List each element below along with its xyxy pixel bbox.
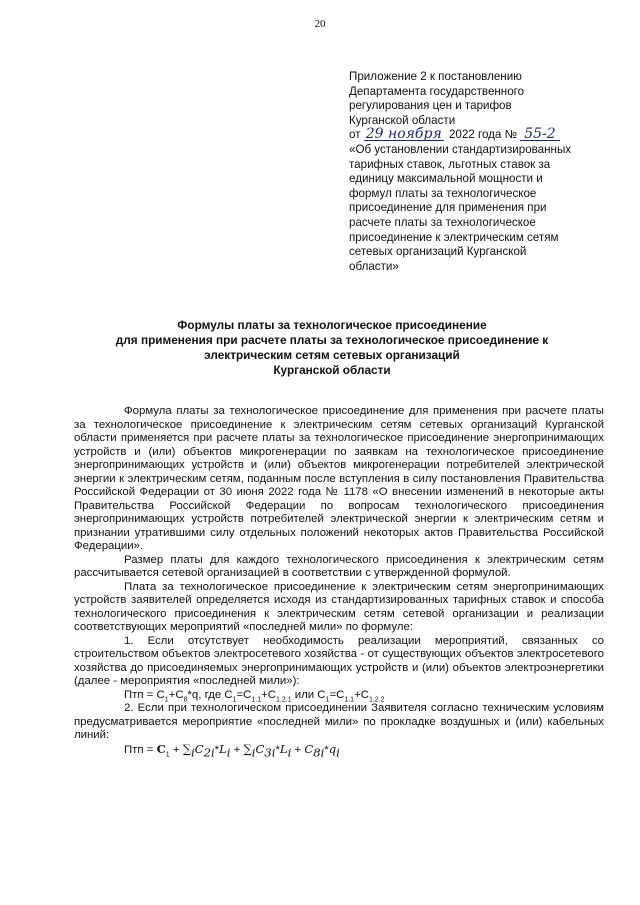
appendix-line: Курганской области [349,113,456,127]
heading-line: Формулы платы за технологическое присоединение [177,318,487,332]
handwritten-date: 29 ноября [365,126,442,143]
appendix-block [349,70,589,274]
heading-line: электрическим сетям сетевых организаций [204,348,460,362]
document-body [74,405,604,757]
appendix-subject: присоединение для применения при [349,201,547,215]
handwritten-number: 55-2 [520,128,559,141]
appendix-subject: тарифных ставок, льготных ставок за [349,157,551,171]
appendix-subject: расчете платы за технологическое [349,215,536,229]
appendix-subject: «Об установлении стандартизированных [349,142,572,156]
document-heading [60,318,604,378]
appendix-subject: присоединение к электрическим сетям [349,230,559,244]
appendix-date-line [349,128,589,143]
date-prefix: от [349,128,361,142]
appendix-subject: формул платы за технологическое [349,186,537,200]
appendix-subject: сетевых организаций Курганской [349,245,527,259]
appendix-line: Департамента государственного [349,84,525,98]
paragraph: 1. Если отсутствует необходимость реализации мероприятий, связанных со строительством объектов электросетевого хозяйства - от существующих объектов электросетевого хозяйства до присоединяемых энергопринимающих устройств и (или) объектов электроэнергетики (далее - мероприятия «последней мили»): [74,634,604,687]
appendix-line: регулирования цен и тарифов [349,99,512,113]
paragraph: Формула платы за технологическое присоединение для применения при расчете платы за технологическое присоединение к электрическим сетям сетевых организаций Курганской области применяется при расчете платы за технологическое присоединение энергопринимающих устройств и (или) объектов микрогенерации по заявкам на технологическое присоединение энергопринимающих устройств и (или) объектов микрогенерации потребителей электрической энергии к электрическим сетям, поданным после вступления в силу постановления Правительства Российской Федерации от 30 июня 2022 года № 1178 «О внесении изменений в некоторые акты Правительства Российской Федерации по вопросам технологического присоединения энергопринимающих устройств потребителей электрической энергии к электрическим сетям и признании утратившими силу отдельных положений некоторых актов Правительства Российской Федерации». [74,405,604,552]
formula-simple: Птп = $С_1+С_8*q$, где $С_1=С_{1.1}+С_{1.2.1}$ или $С_1=С_{1.1}+С_{1.2.2}$ [124,688,385,703]
heading-line: Курганской области [273,363,391,377]
page-number: 20 [314,18,326,30]
appendix-line: Приложение 2 к постановлению [349,70,522,83]
heading-line: для применения при расчете платы за технологическое присоединение к [115,333,549,347]
appendix-subject: единицу максимальной мощности и [349,172,543,186]
paragraph: Размер платы для каждого технологического присоединения к электрическим сетям рассчитывается сетевой организацией в соответствии с утвержденной формулой. [74,553,604,579]
appendix-subject: области» [349,259,399,273]
paragraph: 2. Если при технологическом присоединении Заявителя согласно техническим условиям предусматривается мероприятие «последней мили» по прокладке воздушных и (или) кабельных линий: [74,702,604,741]
date-suffix: 2022 года № [448,128,518,142]
formula-lines: Птп = $С_1 + \sum_iC_{2i}*L_i + \sum_iC_{3i}*L_i + C_{8i}*q_i$ [124,741,340,759]
paragraph: Плата за технологическое присоединение к электрическим сетям энергопринимающих устройств заявителей определяется исходя из стандартизированных тарифных ставок и способа технологического присоединения к электрическим сетям сетевой организации и реализации соответствующих мероприятий «последней мили» по формуле: [74,580,604,633]
